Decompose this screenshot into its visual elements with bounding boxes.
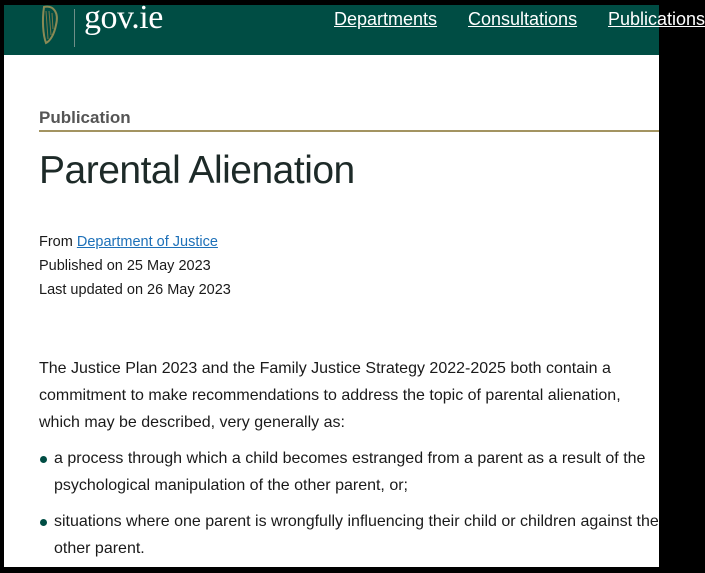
- from-label: From: [39, 234, 73, 250]
- intro-paragraph: The Justice Plan 2023 and the Family Justice Strategy 2022-2025 both contain a commitment to make recommendations to address the topic of parental alienation, which may be described, very generally as:: [39, 360, 621, 431]
- bullet-list: [39, 445, 659, 562]
- bullet-icon: [40, 456, 47, 463]
- divider: [39, 130, 659, 132]
- nav-publications[interactable]: Publications: [608, 9, 705, 29]
- nav-consultations[interactable]: Consultations: [468, 9, 578, 29]
- published-date: Published on 25 May 2023: [39, 258, 211, 274]
- nav-departments[interactable]: Departments: [334, 9, 438, 29]
- list-item: a process through which a child becomes estranged from a parent as a result of the psychological manipulation of the other parent, or;: [39, 445, 659, 499]
- site-header: [4, 0, 705, 55]
- department-link[interactable]: Department of Justice: [76, 234, 218, 250]
- page-title: Parental Alienation: [39, 149, 355, 192]
- logo-divider: [74, 9, 75, 47]
- gov-ie-logo[interactable]: gov.ie: [84, 0, 163, 36]
- harp-icon: [40, 5, 60, 45]
- bullet-icon: [40, 519, 47, 526]
- page: [4, 0, 705, 567]
- content-type-label: Publication: [39, 108, 131, 127]
- updated-date: Last updated on 26 May 2023: [39, 282, 231, 298]
- list-item: situations where one parent is wrongfully influencing their child or children against the other parent.: [39, 508, 659, 562]
- from-line: [39, 234, 218, 250]
